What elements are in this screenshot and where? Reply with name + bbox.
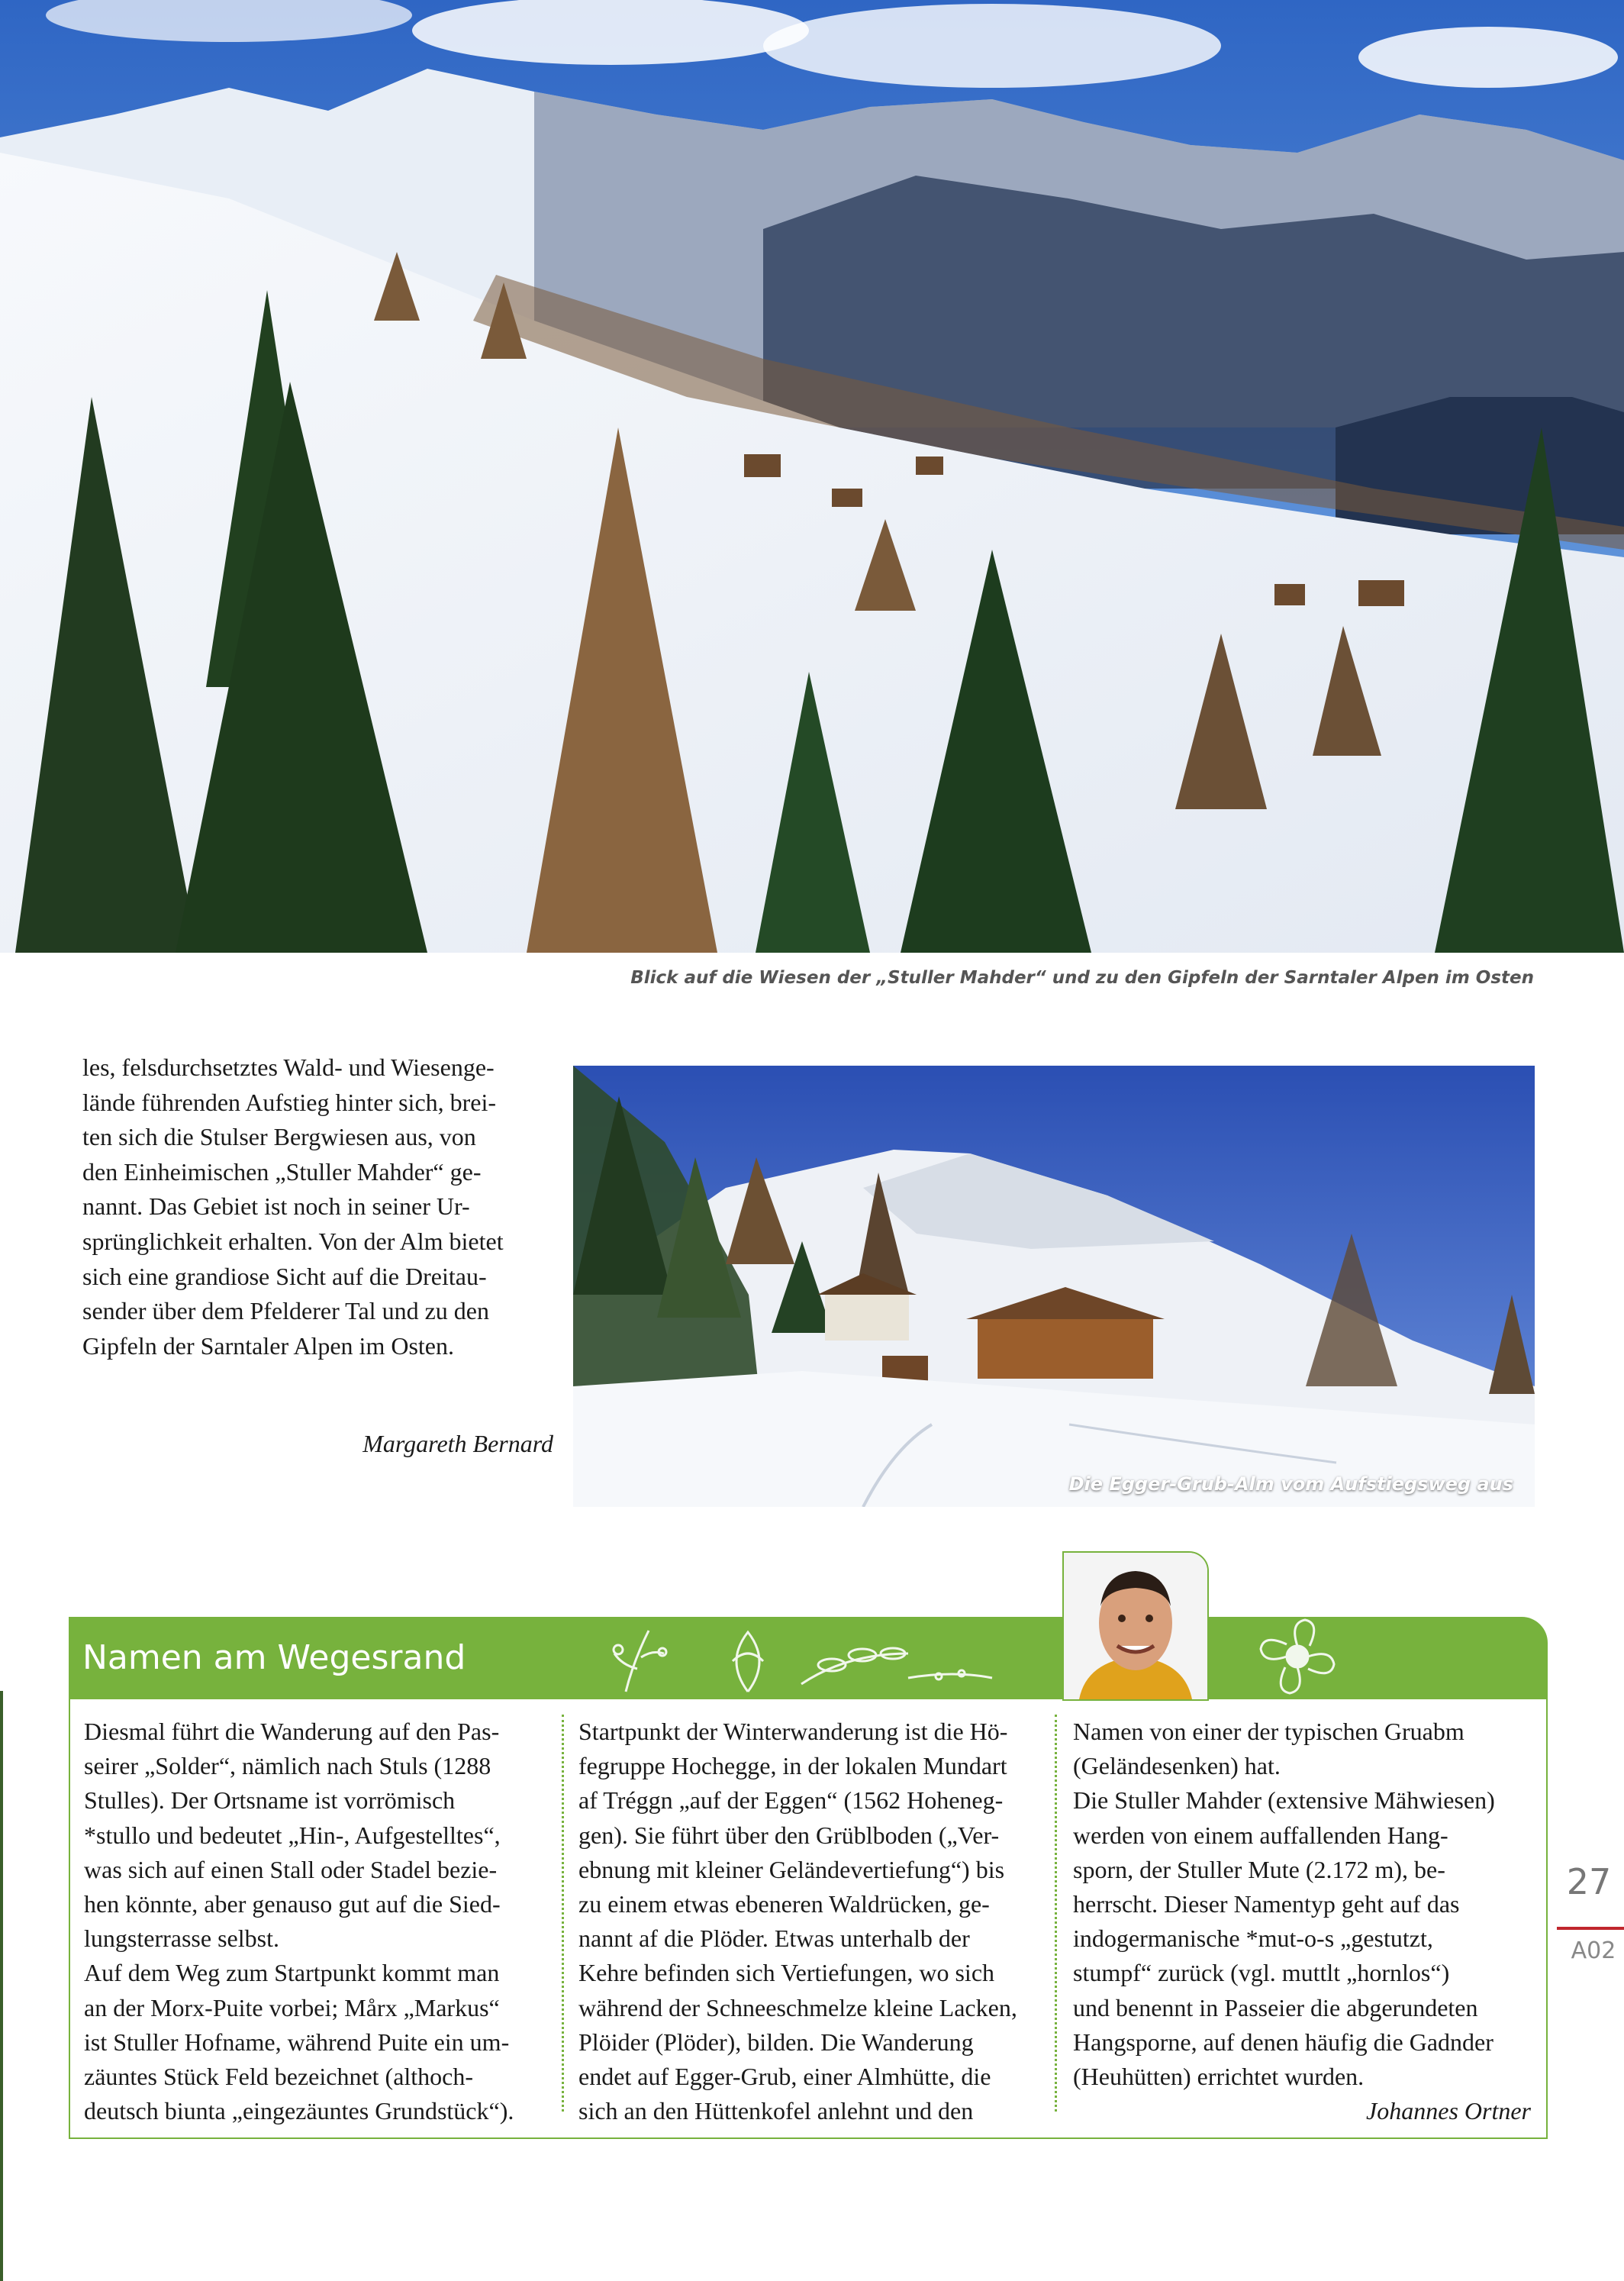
col2-line: gen). Sie führt über den Grüblboden („Ver- xyxy=(578,1821,1000,1849)
hero-caption: Blick auf die Wiesen der „Stuller Mahder“ und zu den Gipfeln der Sarntaler Alpen im Osten xyxy=(630,968,1534,988)
col3-line: und benennt in Passeier die abgerundeten xyxy=(1073,1993,1478,2021)
col1-line: seirer „Solder“, nämlich nach Stuls (1288 xyxy=(84,1752,491,1780)
intro-line: les, felsdurchsetztes Wald- und Wiesenge- xyxy=(82,1053,495,1081)
col3-line: herrscht. Dieser Namentyp geht auf das xyxy=(1073,1890,1460,1918)
col3-line: (Heuhütten) errichtet wurden. xyxy=(1073,2063,1365,2091)
col1-line: *stullo und bedeutet „Hin-, Aufgestelltes“, xyxy=(84,1821,501,1849)
page-code: A02 xyxy=(1571,1937,1616,1964)
alm-photo-caption: Die Egger-Grub-Alm vom Aufstiegsweg aus xyxy=(1068,1473,1513,1495)
col1-line: Auf dem Weg zum Startpunkt kommt man xyxy=(84,1959,500,1987)
edge-strip xyxy=(0,1691,3,2281)
page-rule xyxy=(1557,1927,1624,1930)
page-number: 27 xyxy=(1566,1861,1612,1902)
col1-line: zäuntes Stück Feld bezeichnet (althoch- xyxy=(84,2063,474,2091)
intro-line: sich eine grandiose Sicht auf die Dreitau- xyxy=(82,1262,487,1290)
intro-line: Gipfeln der Sarntaler Alpen im Osten. xyxy=(82,1331,454,1360)
info-column-3 xyxy=(1073,1715,1531,2128)
alm-photo xyxy=(573,1066,1535,1507)
col1-line: Diesmal führt die Wanderung auf den Pas- xyxy=(84,1718,500,1745)
col2-line: af Tréggn „auf der Eggen“ (1562 Hoheneg- xyxy=(578,1786,1004,1815)
intro-author: Margareth Bernard xyxy=(362,1430,553,1457)
col3-line: sporn, der Stuller Mute (2.172 m), be- xyxy=(1073,1855,1445,1883)
intro-line: sender über dem Pfelderer Tal und zu den xyxy=(82,1297,489,1325)
hero-photo xyxy=(0,0,1624,953)
col3-line: stumpf“ zurück (vgl. muttlt „hornlos“) xyxy=(1073,1959,1450,1987)
col3-line: Hangsporne, auf denen häufig die Gadnder xyxy=(1073,2028,1494,2056)
col1-line: Stulles). Der Ortsname ist vorrömisch xyxy=(84,1786,456,1815)
intro-line: sprünglichkeit erhalten. Von der Alm bietet xyxy=(82,1227,504,1255)
col1-line: was sich auf einen Stall oder Stadel bezie- xyxy=(84,1855,498,1883)
col1-line: deutsch biunta „eingezäuntes Grundstück“). xyxy=(84,2097,514,2125)
col3-line: (Geländesenken) hat. xyxy=(1073,1752,1281,1780)
flower-icon xyxy=(1244,1617,1358,1699)
floral-ornament-icon xyxy=(603,1623,1030,1696)
col1-line: an der Morx-Puite vorbei; Mårx „Markus“ xyxy=(84,1993,500,2021)
intro-line: den Einheimischen „Stuller Mahder“ ge- xyxy=(82,1157,482,1186)
col2-line: nannt af die Plöder. Etwas unterhalb der xyxy=(578,1924,970,1953)
intro-line: nannt. Das Gebiet ist noch in seiner Ur- xyxy=(82,1192,470,1221)
author-portrait xyxy=(1062,1551,1209,1701)
col2-line: während der Schneeschmelze kleine Lacken, xyxy=(578,1993,1017,2021)
col3-line: werden von einem auffallenden Hang- xyxy=(1073,1821,1448,1849)
col2-line: Kehre befinden sich Vertiefungen, wo sich xyxy=(578,1959,995,1987)
intro-line: lände führenden Aufstieg hinter sich, brei- xyxy=(82,1088,497,1116)
col2-line: endet auf Egger-Grub, einer Almhütte, die xyxy=(578,2063,991,2091)
col3-line: Namen von einer der typischen Gruabm xyxy=(1073,1718,1464,1745)
col2-line: ebnung mit kleiner Geländevertiefung“) bis xyxy=(578,1855,1005,1883)
column-divider xyxy=(1055,1715,1057,2112)
column-divider xyxy=(562,1715,564,2112)
intro-text xyxy=(82,1050,556,1363)
col2-line: Plöider (Plöder), bilden. Die Wanderung xyxy=(578,2028,974,2056)
col1-line: hen könnte, aber genauso gut auf die Sied- xyxy=(84,1890,501,1918)
col2-line: Startpunkt der Winterwanderung ist die Hö- xyxy=(578,1718,1008,1745)
col1-line: lungsterrasse selbst. xyxy=(84,1924,279,1953)
info-column-1 xyxy=(84,1715,542,2128)
info-box-body xyxy=(69,1699,1548,2139)
col3-line: Die Stuller Mahder (extensive Mähwiesen) xyxy=(1073,1786,1495,1815)
col1-line: ist Stuller Hofname, während Puite ein um- xyxy=(84,2028,510,2056)
info-box-title: Namen am Wegesrand xyxy=(82,1638,466,1677)
col3-author: Johannes Ortner xyxy=(1366,2097,1531,2125)
info-column-2 xyxy=(578,1715,1039,2128)
col3-line: indogermanische *mut-o-s „gestutzt, xyxy=(1073,1924,1433,1953)
col2-line: zu einem etwas ebeneren Waldrücken, ge- xyxy=(578,1890,990,1918)
col2-line: sich an den Hüttenkofel anlehnt und den xyxy=(578,2097,974,2125)
intro-line: ten sich die Stulser Bergwiesen aus, von xyxy=(82,1123,476,1151)
col2-line: fegruppe Hochegge, in der lokalen Mundart xyxy=(578,1752,1007,1780)
info-box xyxy=(69,1617,1548,2141)
info-box-header xyxy=(69,1617,1548,1699)
